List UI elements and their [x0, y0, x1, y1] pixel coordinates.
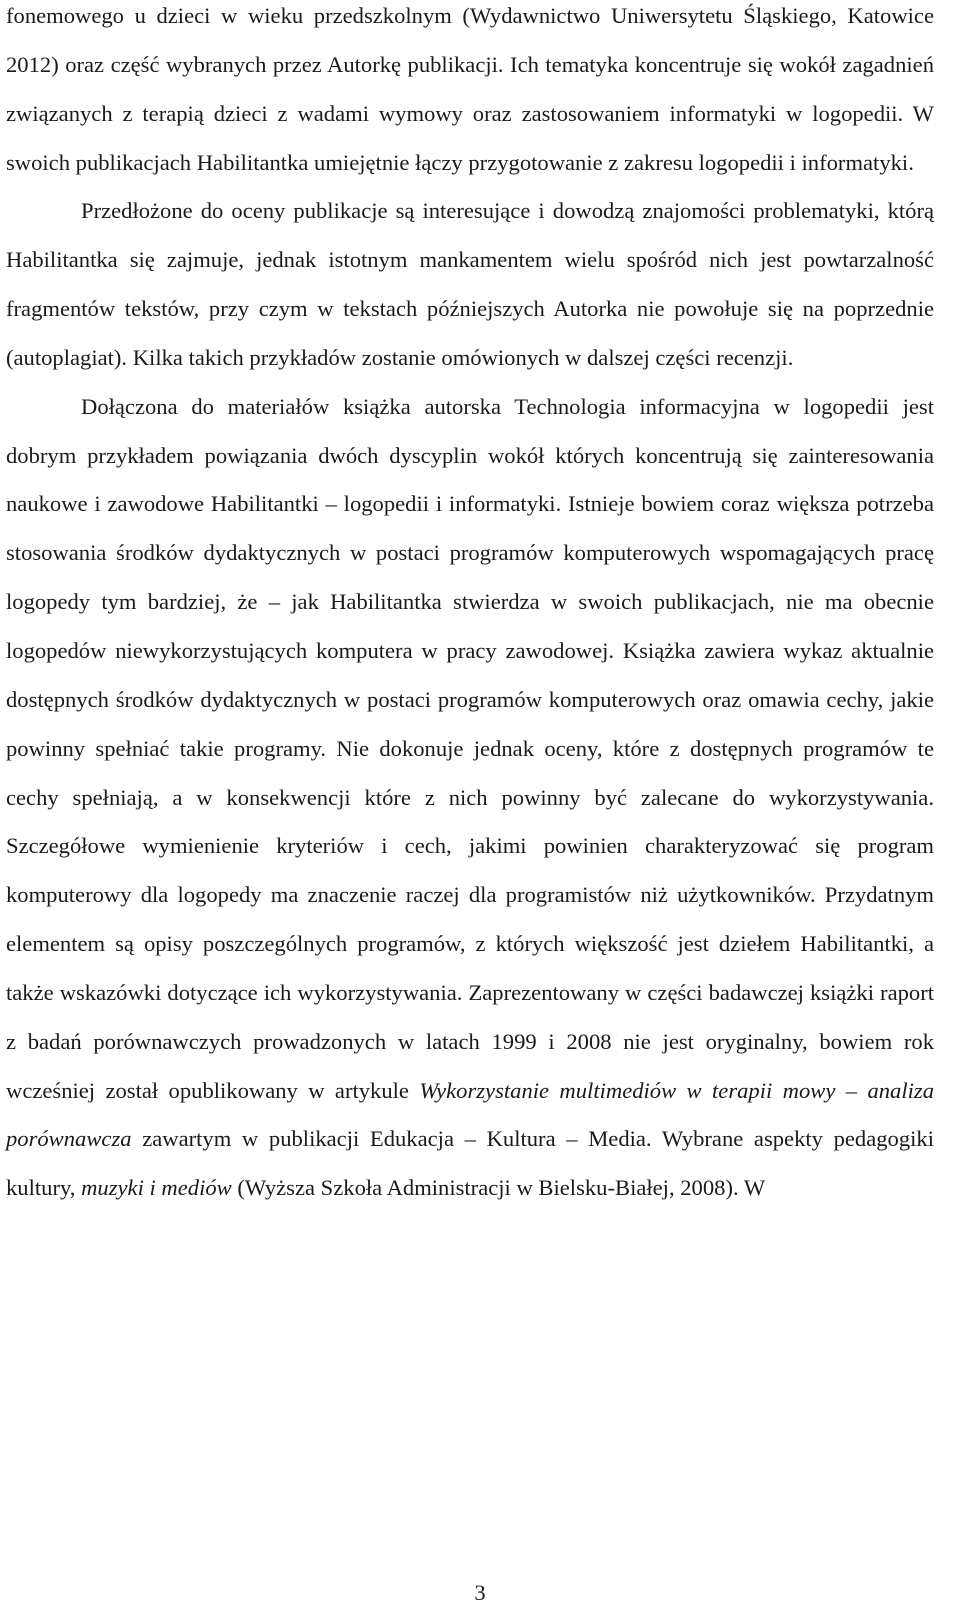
page-number: 3: [474, 1580, 486, 1605]
paragraph-1: [6, 0, 934, 187]
article-title-italic: Wykorzystanie multimediów w terapii mowy – analiza porównawcza: [6, 1077, 934, 1152]
body-text: [6, 0, 934, 1213]
paragraph-3-text-part-2: zawartym w publikacji Edukacja – Kultura – Media. Wybrane aspekty pedagogiki kultury,: [6, 1126, 934, 1201]
paragraph-3-text-part-3: (Wyższa Szkoła Administracji w Bielsku-Białej, 2008). W: [231, 1175, 766, 1201]
paragraph-1-text: fonemowego u dzieci w wieku przedszkolnym (Wydawnictwo Uniwersytetu Śląskiego, Katowice 2012) oraz część wybranych przez Autorkę publikacji. Ich tematyka koncentruje się wokół zagadnień związanych z terapią dzieci z wadami wymowy oraz zastosowaniem informatyki w logopedii. W swoich publikacjach Habilitantka umiejętnie łączy przygotowanie z zakresu logopedii i informatyki.: [6, 3, 934, 175]
paragraph-2: [6, 187, 934, 382]
paragraph-2-text: Przedłożone do oceny publikacje są interesujące i dowodzą znajomości problematyki, którą Habilitantka się zajmuje, jednak istotnym mankamentem wielu spośród nich jest powtarzalność fragmentów tekstów, przy czym w tekstach późniejszych Autorka nie powołuje się na poprzednie (autoplagiat). Kilka takich przykładów zostanie omówionych w dalszej części recenzji.: [6, 198, 934, 370]
paragraph-3-text-part-1: Dołączona do materiałów książka autorska Technologia informacyjna w logopedii jest dobrym przykładem powiązania dwóch dyscyplin wokół których koncentrują się zainteresowania naukowe i zawodowe Habilitantki – logopedii i informatyki. Istnieje bowiem coraz większa potrzeba stosowania środków dydaktycznych w postaci programów komputerowych wspomagających pracę logopedy tym bardziej, że – jak Habilitantka stwierdza w swoich publikacjach, nie ma obecnie logopedów niewykorzystujących komputera w pracy zawodowej. Książka zawiera wykaz aktualnie dostępnych środków dydaktycznych w postaci programów komputerowych oraz omawia cechy, jakie powinny spełniać takie programy. Nie dokonuje jednak oceny, które z dostępnych programów te cechy spełniają, a w konsekwencji które z nich powinny być zalecane do wykorzystywania. Szczegółowe wymienienie kryteriów i cech, jakimi powinien charakteryzować się program komputerowy dla logopedy ma znaczenie raczej dla programistów niż użytkowników. Przydatnym elementem są opisy poszczególnych programów, z których większość jest dziełem Habilitantki, a także wskazówki dotyczące ich wykorzystywania. Zaprezentowany w części badawczej książki raport z badań porównawczych prowadzonych w latach 1999 i 2008 nie jest oryginalny, bowiem rok wcześniej został opublikowany w artykule: [6, 393, 934, 1103]
paragraph-3: [6, 383, 934, 1213]
publication-subtitle-italic: muzyki i mediów: [81, 1175, 232, 1201]
